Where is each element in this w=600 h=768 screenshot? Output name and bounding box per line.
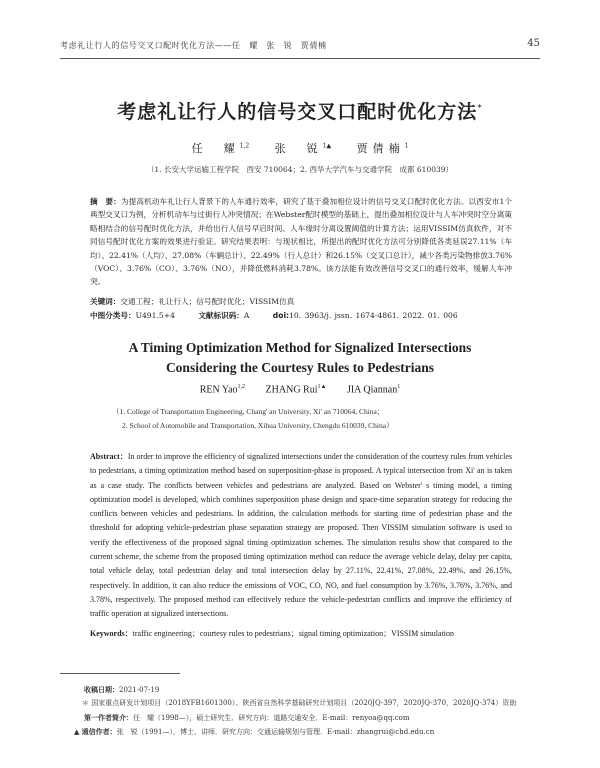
- author-cn-1-sup: 1,2: [239, 142, 250, 150]
- title-en-line2: Considering the Courtesy Rules to Pedestrians: [165, 360, 435, 375]
- footnotes: [64, 683, 544, 739]
- authors-en: [0, 384, 600, 395]
- abstract-en-label: Abstract：: [90, 452, 128, 461]
- header-rule: [60, 58, 540, 59]
- abstract-en: [90, 450, 512, 622]
- first-author-label: 第一作者简介：: [84, 712, 133, 722]
- author-cn-1: 任 耀: [191, 142, 240, 155]
- author-en-3-sup: 1: [397, 384, 401, 390]
- footnote-rule: [60, 673, 180, 674]
- author-en-1-sup: 1,2: [237, 384, 246, 390]
- author-en-2-sup: 1▲: [317, 384, 327, 390]
- doc-code-value: A: [243, 311, 250, 320]
- fund-text: 国家重点研发计划项目（2018YFB1601300）、陕西省自然科学基础研究计划项目（2020JQ-397，2020JQ-370，2020JQ-374）资助: [91, 699, 517, 708]
- received-date: [64, 683, 544, 697]
- keywords-cn-label: 关键词：: [90, 297, 121, 306]
- title-en: [0, 338, 600, 378]
- author-cn-2-sup: 1▲: [322, 142, 332, 150]
- keywords-en-label: Keywords：: [90, 629, 133, 638]
- fund-mark: ＊: [82, 699, 89, 708]
- title-cn-text: 考虑礼让行人的信号交叉口配时优化方法: [117, 101, 478, 123]
- keywords-cn-text: 交通工程；礼让行人；信号配时优化；VISSIM仿真: [120, 297, 295, 306]
- affiliation-en-line1: （1. College of Transportation Engineering, Chang' an University, Xi' an 710064, China；: [112, 407, 385, 416]
- title-cn-mark: *: [477, 103, 483, 114]
- affiliation-en-line2: 2. School of Automobile and Transportation, Xihua University, Chengdu 610039, China）: [122, 421, 394, 430]
- author-en-3: JIA Qiannan: [346, 384, 398, 396]
- author-cn-3-sup: 1: [404, 142, 409, 150]
- clc-label: 中图分类号：: [90, 311, 136, 320]
- keywords-en-text: traffic engineering；courtesy rules to pedestrians；signal timing optimization；VISSIM simulation: [132, 629, 455, 638]
- corresponding-label: 通信作者：: [81, 726, 117, 736]
- author-en-1: REN Yao: [199, 384, 238, 396]
- authors-cn: [0, 140, 600, 156]
- received-value: 2021-07-19: [119, 686, 160, 694]
- doi-label: doi:: [272, 311, 290, 320]
- first-author-text: 任 耀（1998—），硕士研究生．研究方向：道路交通安全．E-mail：renyoa@qq.com: [133, 713, 410, 722]
- corresponding-text: 张 锐（1991—），博士、讲师．研究方向：交通运输规划与管理．E-mail：zhangrui@chd.edu.cn: [116, 727, 435, 736]
- abstract-en-text: In order to improve the efficiency of signalized intersections under the consideration of the courtesy rules from vehicles to pedestrians, a timing optimization method based on superposition-phase is proposed. A typical intersection from Xi' an is taken as a case study. The conflicts between vehicles and pedestrians are analyzed. Based on Webster' s timing model, a timing optimization model is developed, which combines superposition phase design and space-time separation strategy for reducing the conflicts between vehicles and pedestrians. In addition, the calculation methods for starting time of pedestrian phase and the threshold for adopting vehicle-pedestrian phase separation strategy are proposed. Then VISSIM simulation software is used to verify the effectiveness of the proposed signal timing optimization schemes. The simulation results show that compared to the current scheme, the scheme from the proposed timing optimization method can reduce the average vehicle delay, delay per capita, total vehicle delay, total pedestrian delay and total intersection delay by 27.11%, 22.41%, 27.08%, 22.49%, and 26.15%, respectively. In addition, it can also reduce the emissions of VOC, CO, NO, and fuel consumption by 3.76%, 3.76%, 3.76%, and 3.78%, respectively. The proposed method can effectively reduce the vehicle-pedestrian conflicts and improve the efficiency of traffic operation at signalized intersections.: [90, 452, 513, 619]
- corresponding-mark: ▲: [74, 727, 80, 736]
- author-en-2: ZHANG Rui: [265, 384, 318, 396]
- corresponding-note: [64, 725, 544, 739]
- abstract-cn: [90, 195, 512, 289]
- affiliation-cn: （1. 长安大学运输工程学院 西安 710064；2. 西华大学汽车与交通学院 成都 610039）: [146, 165, 454, 174]
- fund-note: [64, 697, 544, 710]
- doi-value[interactable]: 10. 3963/j. jssn. 1674-4861. 2022. 01. 006: [289, 311, 458, 320]
- affiliation-en: [112, 405, 532, 433]
- author-cn-3: 贾倩楠: [356, 142, 405, 155]
- page-number: 45: [527, 38, 540, 49]
- title-en-line1: A Timing Optimization Method for Signalized Intersections: [128, 340, 472, 355]
- keywords-en: [90, 628, 512, 639]
- running-head: 考虑礼让行人的信号交叉口配时优化方法——任 耀 张 锐 贾倩楠: [60, 41, 327, 50]
- title-cn: [0, 97, 600, 124]
- abstract-cn-text: 为提高机动车礼让行人背景下的人车通行效率，研究了基于叠加相位设计的信号交叉口配时优化方法。以西安市1个典型交叉口为例，分析机动车与过街行人冲突情况；在Webster配时模型的基础上，提出叠加相位设计与人车冲突时空分离策略相结合的信号配时优化方法，并给出行人信号早启时间、人车缘时分离设置阈值的计算方法；运用VISSIM仿真软件，对不同信号配时优化方案的效果进行验证。研究结果表明：与现状相比，所提出的配时优化方法可分别降低各类延误27.11%（车均）、22.41%（人均）、27.08%（车辆总计）、22.49%（行人总计）和26.15%（交叉口总计），减少各类污染物排放3.76%（VOC）、3.76%（CO）、3.76%（NO），并降低燃料消耗3.78%。该方法能有效改善信号交叉口的通行效率，缓解人车冲突。: [90, 197, 513, 287]
- abstract-cn-label: 摘 要：: [90, 197, 121, 206]
- article-meta-cn: [90, 309, 512, 322]
- received-label: 收稿日期：: [84, 685, 119, 694]
- author-cn-2: 张 锐: [274, 142, 323, 155]
- first-author-note: [64, 711, 544, 725]
- keywords-cn: [90, 295, 512, 308]
- doc-code-label: 文献标识码：: [198, 311, 244, 320]
- clc-value: U491.5+4: [135, 311, 175, 320]
